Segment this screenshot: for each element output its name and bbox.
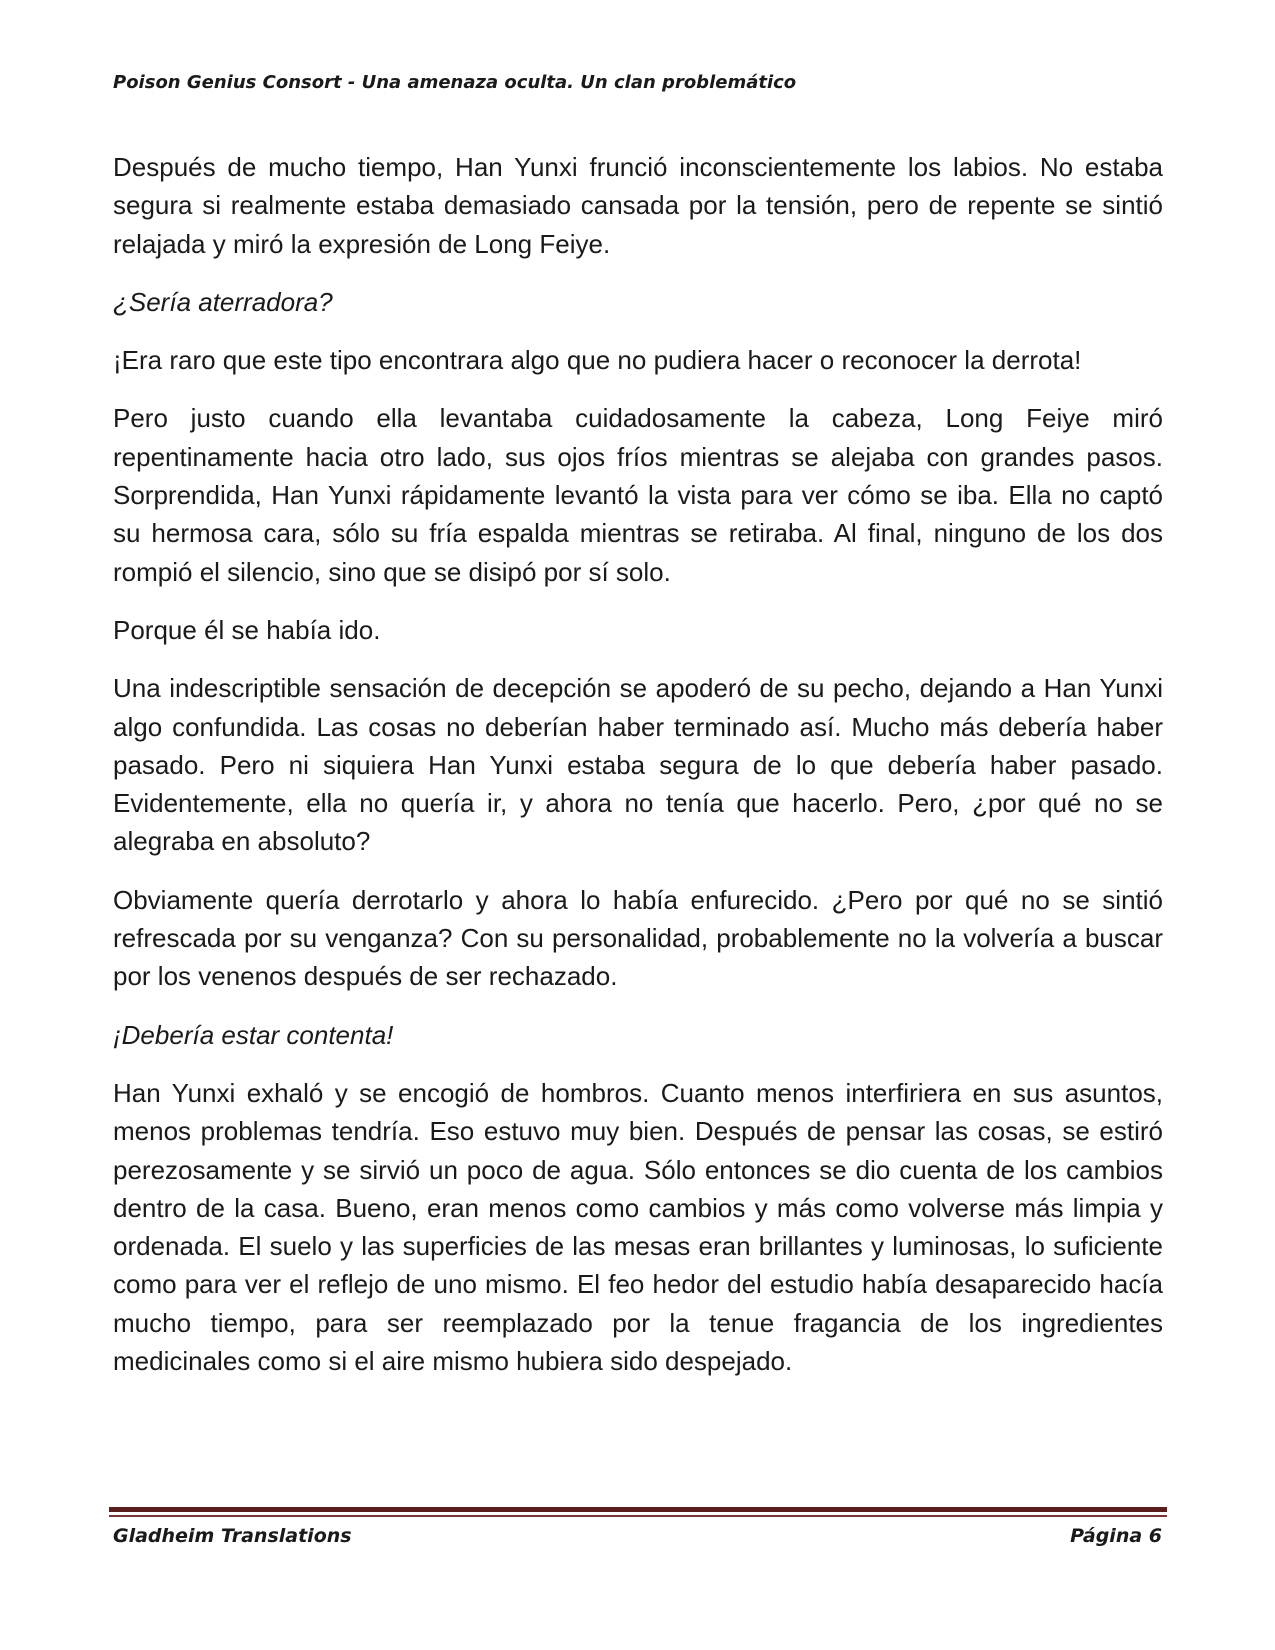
paragraph-italic: ¿Sería aterradora?: [113, 286, 333, 317]
footer-divider-thick: [109, 1507, 1167, 1512]
footer-publisher: Gladheim Translations: [113, 1525, 352, 1547]
footer-divider-thin: [109, 1515, 1167, 1517]
page-header-title: Poison Genius Consort - Una amenaza oculta. Un clan problemático: [113, 72, 797, 93]
paragraph: Después de mucho tiempo, Han Yunxi frunció inconscientemente los labios. No estaba segura si realmente estaba demasiado cansada por la tensión, pero de repente se sintió relajada y miró la expresión de Long Feiye.: [113, 152, 1163, 259]
paragraph: Pero justo cuando ella levantaba cuidadosamente la cabeza, Long Feiye miró repentinamente hacia otro lado, sus ojos fríos mientras se alejaba con grandes pasos. Sorprendida, Han Yunxi rápidamente levantó la vista para ver cómo se iba. Ella no captó su hermosa cara, sólo su fría espalda mientras se retiraba. Al final, ninguno de los dos rompió el silencio, sino que se disipó por sí solo.: [113, 403, 1163, 587]
document-body: [113, 148, 1163, 1400]
paragraph: Han Yunxi exhaló y se encogió de hombros. Cuanto menos interfiriera en sus asuntos, menos problemas tendría. Eso estuvo muy bien. Después de pensar las cosas, se estiró perezosamente y se sirvió un poco de agua. Sólo entonces se dio cuenta de los cambios dentro de la casa. Bueno, eran menos como cambios y más como volverse más limpia y ordenada. El suelo y las superficies de las mesas eran brillantes y luminosas, lo suficiente como para ver el reflejo de uno mismo. El feo hedor del estudio había desaparecido hacía mucho tiempo, para ser reemplazado por la tenue fragancia de los ingredientes medicinales como si el aire mismo hubiera sido despejado.: [113, 1077, 1163, 1377]
paragraph: Porque él se había ido.: [113, 614, 381, 645]
paragraph-italic: ¡Debería estar contenta!: [113, 1019, 394, 1050]
paragraph: Obviamente quería derrotarlo y ahora lo había enfurecido. ¿Pero por qué no se sintió refrescada por su venganza? Con su personalidad, probablemente no la volvería a buscar por los venenos después de ser rechazado.: [113, 884, 1163, 992]
paragraph: Una indescriptible sensación de decepción se apoderó de su pecho, dejando a Han Yunxi algo confundida. Las cosas no deberían haber terminado así. Mucho más debería haber pasado. Pero ni siquiera Han Yunxi estaba segura de lo que debería haber pasado. Evidentemente, ella no quería ir, y ahora no tenía que hacerlo. Pero, ¿por qué no se alegraba en absoluto?: [113, 673, 1163, 857]
paragraph: ¡Era raro que este tipo encontrara algo que no pudiera hacer o reconocer la derrota!: [113, 345, 1082, 376]
footer-page-number: Página 6: [1070, 1525, 1162, 1547]
